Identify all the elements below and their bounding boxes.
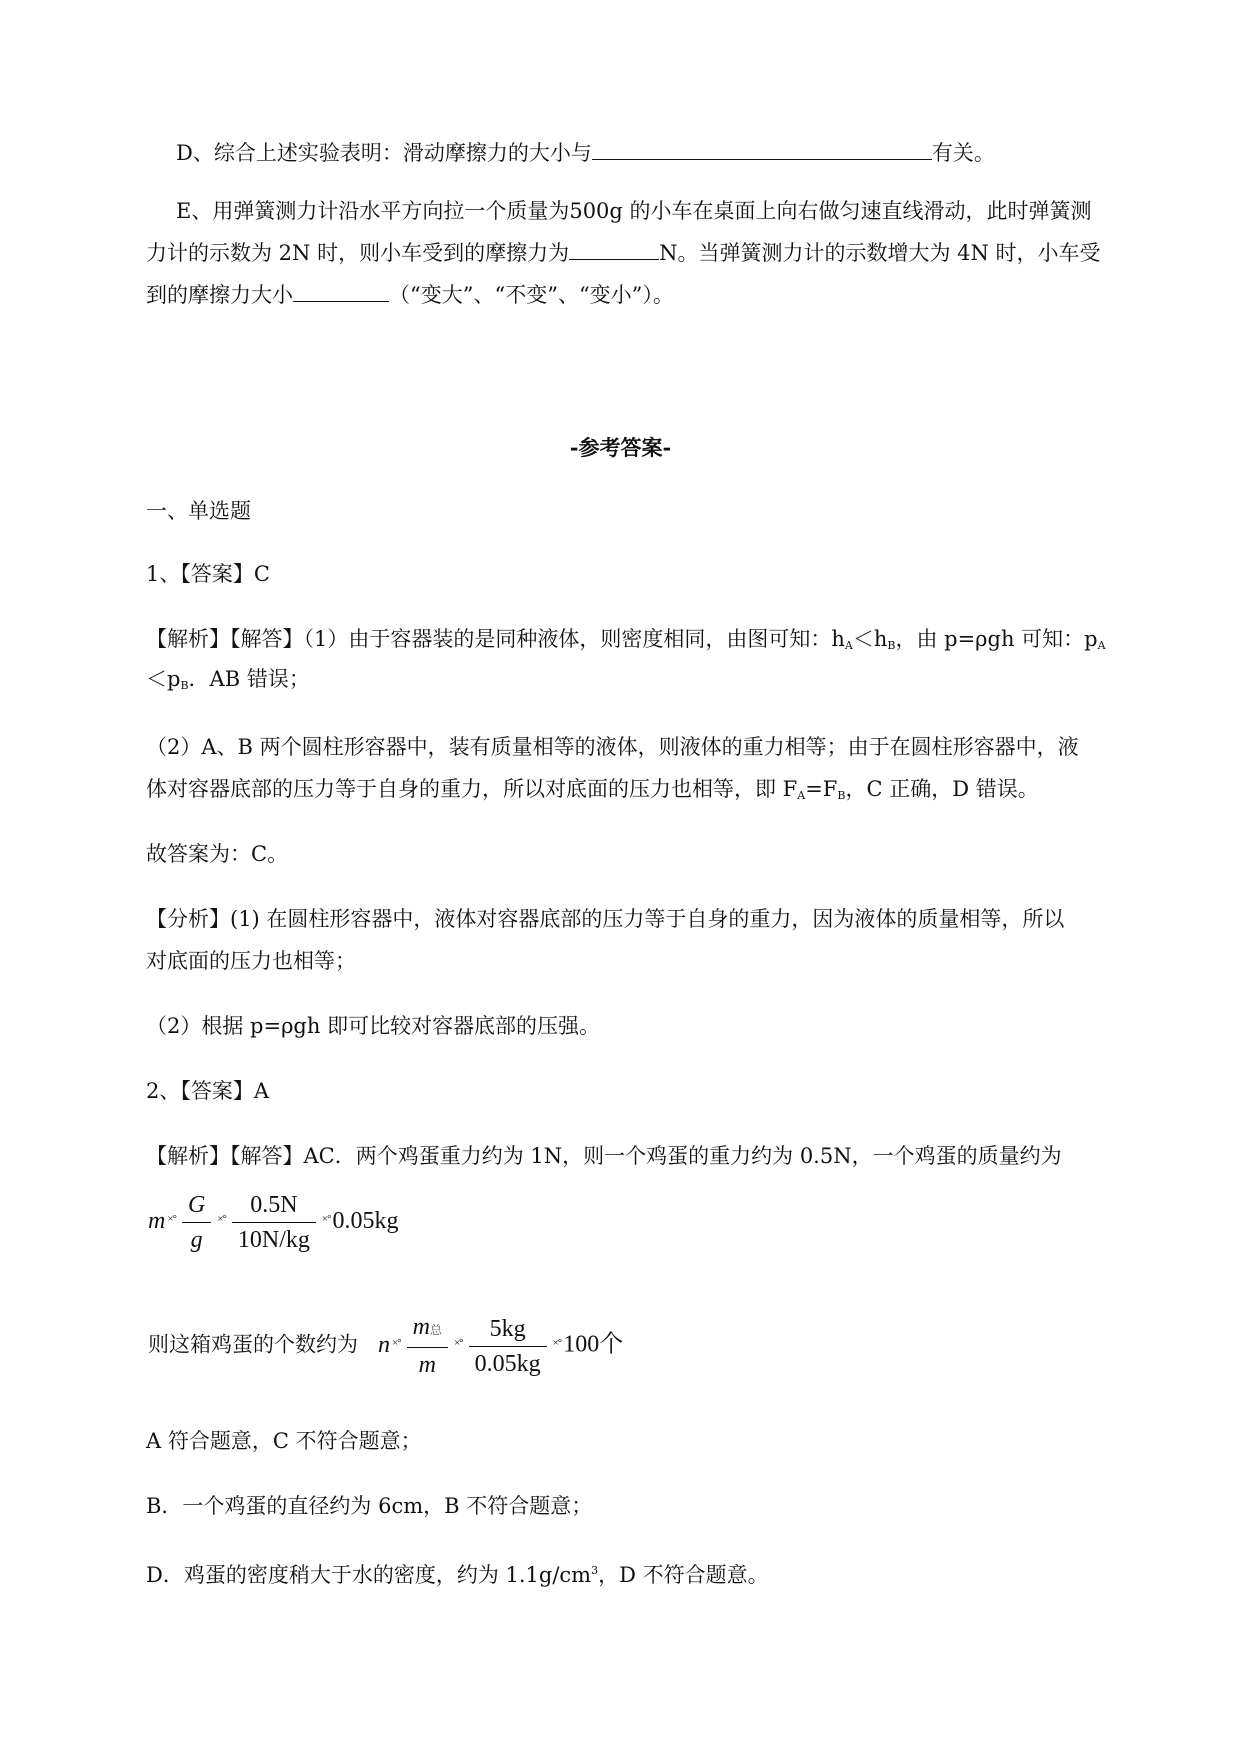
sub-b: B [887,639,896,652]
change-blank[interactable] [293,275,389,302]
q1-fenxi-line1: 【分析】(1) 在圆柱形容器中，液体对容器底部的压力等于自身的重力，因为液体的质量相等，所以 [146,907,1065,931]
sub-b-p: B [180,679,189,692]
mass-formula [148,1188,399,1257]
q1-part2-text-b: ，C 正确，D 错误。 [845,777,1039,801]
q1-conclusion: 故答案为：C。 [146,842,289,866]
part-d-line [146,132,1176,174]
less-than-p: ＜p [146,667,181,691]
formula-m: m [148,1208,166,1235]
q1-part2-line2 [146,768,1146,817]
count-formula-line [148,1310,623,1382]
formula-n: n [378,1331,390,1358]
q2-answer: 2、【答案】A [146,1079,270,1103]
part-e-line2 [146,232,1146,274]
eq-mark-5: ×° [453,1336,463,1349]
q1-part2-text-a: 体对容器底部的压力等于自身的重力，所以对底面的压力也相等，即 F [146,777,798,801]
count-num: 5kg [469,1312,547,1347]
m-var: m [412,1314,430,1340]
fraction-m-total [407,1310,448,1382]
sub-fb: B [837,789,846,802]
cubic-superscript: 3 [591,1564,599,1577]
answer-title: -参考答案- [569,435,672,460]
part-e-line3-suffix: （“变大”、“不变”、“变小”）。 [389,283,674,307]
section-heading: 一、单选题 [146,499,251,523]
count-prefix: 则这箱鸡蛋的个数约为 [148,1332,358,1357]
eq-mark-4: ×° [392,1336,401,1349]
part-e-line1: E、用弹簧测力计沿水平方向拉一个质量为500g 的小车在桌面上向右做匀速直线滑动，此时弹簧测 [176,199,1092,223]
part-d-blank[interactable] [592,133,932,160]
fraction-g-over-g [182,1188,211,1257]
q1-fenxi-line3: （2）根据 p=ρgh 即可比较对容器底部的压强。 [146,1014,601,1038]
frac-den-value: 10N/kg [237,1227,310,1253]
fraction-count-values [469,1312,547,1381]
equals-f: =F [805,777,838,801]
frac-numerator: G [182,1188,211,1223]
q1-analysis-text-c: ．AB 错误； [188,667,310,691]
eq-mark-3: ×° [321,1213,331,1226]
part-e-line2-prefix: 力计的示数为 2N 时，则小车受到的摩擦力为 [146,241,570,265]
q2-option-d-text: D．鸡蛋的密度稍大于水的密度，约为 1.1g/cm [146,1563,592,1587]
sub-fa: A [797,789,806,802]
sub-a: A [844,639,853,652]
fraction-values [232,1188,316,1257]
q2-analysis-line1: 【解析】【解答】AC．两个鸡蛋重力约为 1N，则一个鸡蛋的重力约为 0.5N，一个鸡蛋的质量约为 [146,1144,1062,1168]
frac-m-den: m [418,1352,436,1378]
part-d-prefix: D、综合上述实验表明：滑动摩擦力的大小与 [176,141,592,165]
q1-analysis-text-a: 【解析】【解答】（1）由于容器装的是同种液体，则密度相同，由图可知：h [146,627,845,651]
part-e-line2-suffix: N。当弹簧测力计的示数增大为 4N 时，小车受 [659,241,1101,265]
q1-fenxi-line2: 对底面的压力也相等； [146,949,356,973]
sub-a-p: A [1097,639,1106,652]
q1-answer: 1、【答案】C [146,562,270,586]
q2-option-d-suffix: ，D 不符合题意。 [598,1563,769,1587]
eq-mark-1: ×° [167,1213,176,1226]
frac-m-total-num [407,1310,448,1348]
frac-denominator: g [190,1227,203,1253]
q2-option-d [146,1550,1146,1596]
part-e-line3-prefix: 到的摩擦力大小 [146,283,293,307]
formula-result: 0.05kg [332,1208,399,1235]
total-subscript: 总 [429,1323,442,1337]
q1-analysis-line2 [146,658,1146,707]
count-den: 0.05kg [474,1350,541,1377]
part-d-suffix: 有关。 [931,141,995,165]
eq-mark-2: ×° [217,1213,226,1226]
count-result: 100个 [563,1331,624,1358]
q2-option-b: B．一个鸡蛋的直径约为 6cm，B 不符合题意； [146,1494,593,1518]
frac-num-value: 0.5N [232,1188,316,1223]
less-than-h: ＜h [852,627,888,651]
q1-analysis-text-b: ，由 p=ρgh 可知：p [895,627,1098,651]
part-e-line3 [146,274,1146,316]
eq-mark-6: ×° [552,1336,562,1349]
q1-part2-line1: （2）A、B 两个圆柱形容器中，装有质量相等的液体，则液体的重力相等；由于在圆柱形容器中，液 [146,735,1079,759]
friction-blank[interactable] [569,233,659,260]
q2-option-a: A 符合题意，C 不符合题意； [146,1429,422,1453]
